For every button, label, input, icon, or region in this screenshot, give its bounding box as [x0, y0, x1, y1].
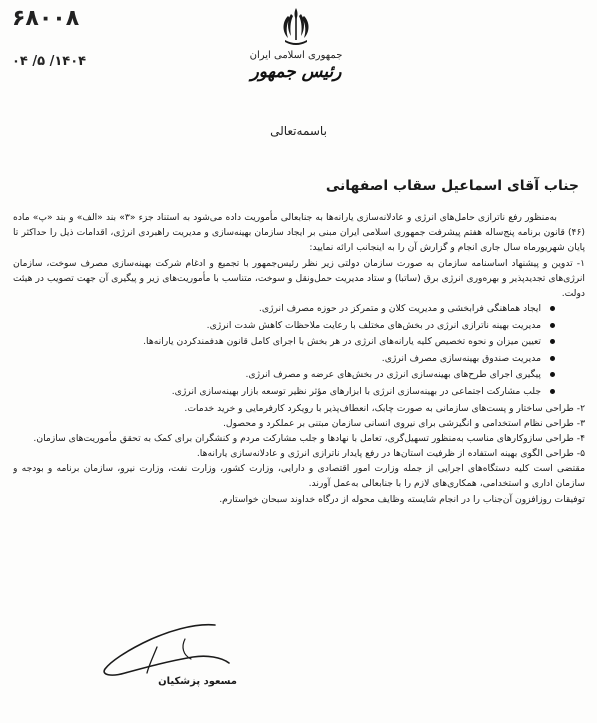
- mission-item: مدیریت صندوق بهینه‌سازی مصرف انرژی.: [13, 351, 541, 367]
- mission-list: [13, 301, 585, 400]
- signature-block: [97, 617, 237, 687]
- iran-emblem-icon: [276, 6, 316, 50]
- item-2: ۲- طراحی ساختار و پست‌های سازمانی به صورت چابک، انعطاف‌پذیر با رویکرد کارفرمایی و خرید خدمات.: [184, 402, 585, 414]
- office-title: رئیس جمهور: [250, 62, 342, 82]
- bullet-icon: [550, 323, 555, 328]
- mission-item: جلب مشارکت اجتماعی در بهینه‌سازی انرژی با ابزارهای مؤثر نظیر توسعه بازار بهینه‌سازی انرژی.: [13, 384, 541, 400]
- republic-title: جمهوری اسلامی ایران: [249, 50, 343, 61]
- letter-date: ۱۴۰۴/ ۵/ ۰۴: [12, 54, 87, 69]
- bullet-icon: [550, 339, 555, 344]
- mission-item: مدیریت بهینه ناترازی انرژی در بخش‌های مختلف با رعایت ملاحظات کاهش شدت انرژی.: [13, 318, 541, 334]
- invocation: باسمه‌تعالی: [270, 124, 327, 138]
- mission-item: پیگیری اجرای طرح‌های بهینه‌سازی انرژی در بخش‌های عرضه و مصرف انرژی.: [13, 367, 541, 383]
- intro-paragraph: به‌منظور رفع ناترازی حامل‌های انرژی و عادلانه‌سازی یارانه‌ها به جنابعالی مأموریت داده می‌شود به استناد جزء «۳» بند «الف» و بند «پ» ماده (۴۶) قانون برنامه پنج‌ساله هفتم پیشرفت جمهوری اسلامی ایران مبنی بر ایجاد سازمان بهینه‌سازی و مدیریت راهبردی انرژی، اقدامات ذیل را حداکثر تا پایان شهریورماه سال جاری انجام و گزارش آن را به اینجانب ارائه نمایید:: [13, 212, 585, 253]
- letterhead: [241, 6, 351, 82]
- wish-paragraph: توفیقات روزافزون آن‌جناب را در انجام شایسته وظایف محوله از درگاه خداوند سبحان خواستارم.: [219, 493, 585, 505]
- letter-body: [13, 210, 585, 650]
- closing-paragraph: مقتضی است کلیه دستگاه‌های اجرایی از جمله وزارت امور اقتصادی و دارایی، وزارت کشور، وزارت نفت، وزارت نیرو، سازمان برنامه و بودجه و سازمان اداری و استخدامی، همکاری‌های لازم را با جنابعالی به‌عمل آورند.: [13, 462, 585, 489]
- bullet-icon: [550, 356, 555, 361]
- item-1: ۱- تدوین و پیشنهاد اساسنامه سازمان به صورت سازمان دولتی زیر نظر رئیس‌جمهور با تجمیع و ادغام شرکت بهینه‌سازی مصرف سوخت، سازمان انرژی‌های تجدیدپذیر و بهره‌وری انرژی برق (ساتبا) و ستاد مدیریت حمل‌ونقل و سوخت، متناسب با مأموریت‌های زیر و پیگیری آن جهت تصویب در هیئت دولت.: [13, 258, 585, 299]
- mission-item: تعیین میزان و نحوه تخصیص کلیه یارانه‌های انرژی در هر بخش با اجرای کامل قانون هدفمندکردن یارانه‌ها.: [13, 334, 541, 350]
- item-3: ۳- طراحی نظام استخدامی و انگیزشی برای نیروی انسانی سازمان مبتنی بر عملکرد و محصول.: [222, 417, 585, 429]
- bullet-icon: [550, 372, 555, 377]
- letter-number: ۶۸۰۰۸: [12, 6, 80, 31]
- addressee: جناب آقای اسماعیل سقاب اصفهانی: [325, 178, 579, 194]
- bullet-icon: [550, 306, 555, 311]
- signatory-name: مسعود پزشکیان: [158, 676, 237, 687]
- mission-item: ایجاد هماهنگی فرابخشی و مدیریت کلان و متمرکز در حوزه مصرف انرژی.: [13, 301, 541, 317]
- item-5: ۵- طراحی الگوی بهینه استفاده از ظرفیت استان‌ها در رفع پایدار ناترازی انرژی و عادلانه‌سازی یارانه‌ها.: [196, 447, 585, 459]
- item-4: ۴- طراحی سازوکارهای مناسب به‌منظور تسهیل‌گری، تعامل با نهادها و جلب مشارکت مردم و کنشگران برای کمک به تحقق مأموریت‌های سازمان.: [33, 432, 585, 444]
- bullet-icon: [550, 389, 555, 394]
